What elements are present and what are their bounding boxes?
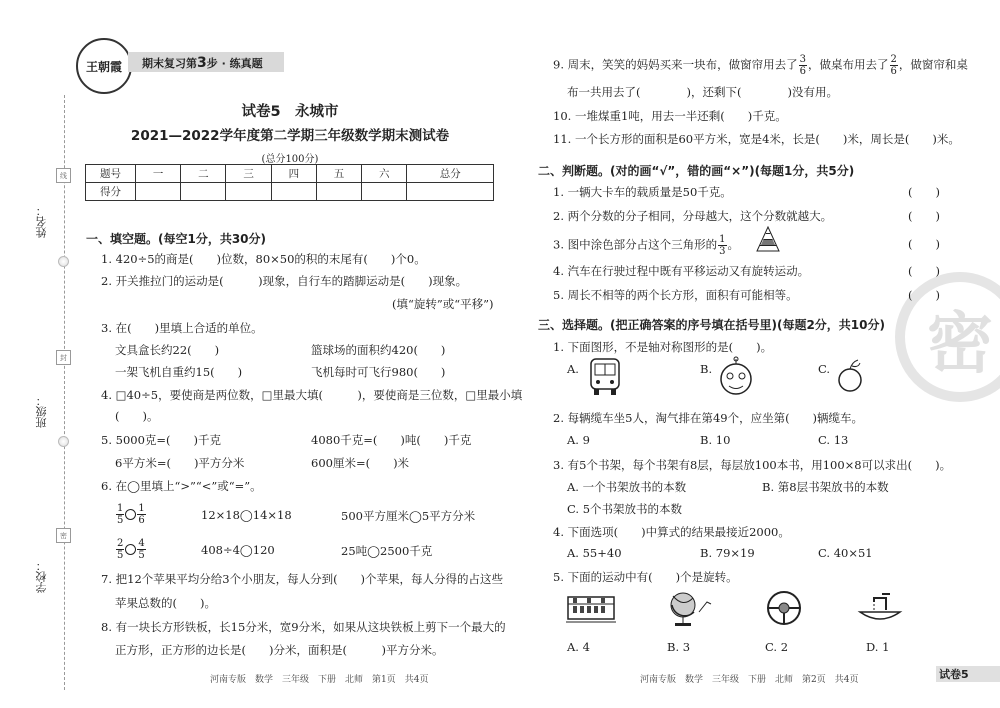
table-cell: 一 bbox=[136, 165, 181, 183]
abacus-icon bbox=[566, 592, 616, 626]
question-cont: 正方形，正方形的边长是( )分米，面积是( )平方分米。 bbox=[115, 643, 444, 657]
question: 5. 下面的运动中有( )个是旋转。 bbox=[553, 570, 738, 584]
robot-face-icon bbox=[716, 356, 756, 398]
question: 3. 在( )里填上合适的单位。 bbox=[101, 321, 263, 335]
triangle-figure bbox=[756, 226, 780, 252]
line-marker: 线 bbox=[56, 168, 71, 183]
fraction: $\frac{4}{5}$ bbox=[138, 538, 145, 561]
compare-item: 25吨◯2500千克 bbox=[341, 544, 433, 558]
question: 1. 下面图形，不是轴对称图形的是( )。 bbox=[553, 340, 773, 354]
question: 6. 在◯里填上“>”“<”或“=”。 bbox=[101, 479, 262, 493]
score-table bbox=[85, 164, 494, 201]
table-cell: 得分 bbox=[86, 183, 136, 201]
fraction: $\frac{3}{6}$ bbox=[799, 54, 807, 77]
option-a[interactable]: A. bbox=[567, 362, 579, 376]
secret-marker: 密 bbox=[56, 528, 71, 543]
compare-item bbox=[115, 538, 147, 561]
option-b[interactable]: B. 第8层书架放书的本数 bbox=[762, 480, 889, 494]
option-a[interactable]: A. 一个书架放书的本数 bbox=[567, 480, 687, 494]
fraction: $\frac{1}{6}$ bbox=[138, 503, 145, 526]
score-field[interactable] bbox=[226, 183, 271, 201]
footer-right: 河南专版 数学 三年级 下册 北师 第2页 共4页 bbox=[640, 675, 859, 685]
question: 10. 一堆煤重1吨，用去一半还剩( )千克。 bbox=[553, 109, 787, 123]
punch-hole bbox=[58, 256, 69, 267]
question-item: 篮球场的面积约420( ) bbox=[311, 343, 446, 357]
section-3-title: 三、选择题。(把正确答案的序号填在括号里)(每题2分，共10分) bbox=[538, 318, 885, 332]
option-b[interactable]: B. 10 bbox=[700, 433, 731, 447]
compare-item: 500平方厘米◯5平方分米 bbox=[341, 509, 476, 523]
punch-hole bbox=[58, 436, 69, 447]
question-item: 文具盒长约22( ) bbox=[115, 343, 220, 357]
fraction: $\frac{2}{6}$ bbox=[890, 54, 897, 77]
paper-tag: 试卷5 bbox=[936, 666, 1000, 682]
option-d[interactable]: D. 1 bbox=[866, 640, 890, 654]
table-cell: 总分 bbox=[407, 165, 494, 183]
option-b[interactable]: B. bbox=[700, 362, 713, 376]
answer-paren[interactable]: ( ) bbox=[908, 185, 940, 199]
brand-logo: 王朝霞 bbox=[76, 38, 132, 94]
fraction: $\frac{2}{5}$ bbox=[117, 538, 124, 561]
compare-item: 12×18◯14×18 bbox=[201, 508, 292, 522]
class-label: 班级： bbox=[35, 395, 48, 428]
question: 5. 周长不相等的两个长方形，面积有可能相等。 bbox=[553, 288, 798, 302]
name-label: 姓名： bbox=[35, 205, 48, 238]
table-cell: 五 bbox=[316, 165, 361, 183]
question: 2. 开关推拉门的运动是( )现象，自行车的踏脚运动是( )现象。 bbox=[101, 274, 468, 288]
apple-icon bbox=[836, 356, 866, 396]
seal-marker: 封 bbox=[56, 350, 71, 365]
answer-circle[interactable] bbox=[125, 509, 136, 520]
question-item: 5. 5000克=( )千克 bbox=[101, 433, 222, 447]
answer-paren[interactable]: ( ) bbox=[908, 209, 940, 223]
school-label: 学校： bbox=[35, 560, 48, 593]
fraction: $\frac{1}{3}$ bbox=[719, 234, 726, 257]
option-c[interactable]: C. 2 bbox=[765, 640, 789, 654]
answer-paren[interactable]: ( ) bbox=[908, 237, 940, 251]
table-cell: 题号 bbox=[86, 165, 136, 183]
question: 2. 每辆缆车坐5人，淘气排在第49个，应坐第( )辆缆车。 bbox=[553, 411, 864, 425]
compare-item: 408÷4◯120 bbox=[201, 543, 275, 557]
question: 4. 汽车在行驶过程中既有平移运动又有旋转运动。 bbox=[553, 264, 810, 278]
option-a[interactable]: A. 9 bbox=[567, 433, 590, 447]
option-c[interactable]: C. 13 bbox=[818, 433, 849, 447]
question: 7. 把12个苹果平均分给3个小朋友，每人分到( )个苹果，每人分得的占这些 bbox=[101, 572, 504, 586]
question: 3. 图中涂色部分占这个三角形的 $\frac{1}{3}$ 。 bbox=[553, 234, 740, 257]
question: 9. 周末，笑笑的妈妈买来一块布，做窗帘用去了 $\frac{3}{6}$ ，做桌布用去了 $\frac{2}{6}$ ，做窗帘和桌 bbox=[553, 54, 968, 77]
score-field[interactable] bbox=[136, 183, 181, 201]
option-b[interactable]: B. 3 bbox=[667, 640, 691, 654]
section-2-title: 二、判断题。(对的画“√”，错的画“×”)(每题1分，共5分) bbox=[538, 164, 855, 178]
table-cell: 六 bbox=[362, 165, 407, 183]
answer-paren[interactable]: ( ) bbox=[908, 288, 940, 302]
bus-icon bbox=[588, 357, 622, 397]
question-item: 6平方米=( )平方分米 bbox=[115, 456, 245, 470]
score-field[interactable] bbox=[316, 183, 361, 201]
steering-wheel-icon bbox=[762, 588, 806, 628]
question: 2. 两个分数的分子相同，分母越大，这个分数就越大。 bbox=[553, 209, 833, 223]
question: 4. 下面选项( )中算式的结果最接近2000。 bbox=[553, 525, 790, 539]
answer-paren[interactable]: ( ) bbox=[908, 264, 940, 278]
question-cont: 苹果总数的( )。 bbox=[115, 596, 216, 610]
paper-title: 试卷5 永城市 bbox=[241, 104, 339, 120]
score-field[interactable] bbox=[407, 183, 494, 201]
table-cell: 四 bbox=[271, 165, 316, 183]
question: 4. □40÷5，要使商是两位数，□里最大填( )，要使商是三位数，□里最小填 bbox=[101, 388, 523, 402]
option-a[interactable]: A. 55+40 bbox=[567, 546, 622, 560]
section-1-title: 一、填空题。(每空1分，共30分) bbox=[86, 232, 267, 246]
question-item: 4080千克=( )吨( )千克 bbox=[311, 433, 472, 447]
question-item: 飞机每时可飞行980( ) bbox=[311, 365, 446, 379]
option-c[interactable]: C. bbox=[818, 362, 831, 376]
total-score: (总分100分) bbox=[261, 154, 319, 165]
question: 8. 有一块长方形铁板，长15分米，宽9分米，如果从这块铁板上剪下一个最大的 bbox=[101, 620, 506, 634]
question-cont: 布一共用去了( )，还剩下( )没有用。 bbox=[567, 85, 838, 99]
question-item: 一架飞机自重约15( ) bbox=[115, 365, 243, 379]
table-cell: 二 bbox=[181, 165, 226, 183]
score-field[interactable] bbox=[362, 183, 407, 201]
paper-subtitle: 2021—2022学年度第二学期三年级数学期末测试卷 bbox=[130, 128, 450, 144]
question-note: (填“旋转”或“平移”) bbox=[392, 297, 494, 311]
binding-line bbox=[64, 95, 65, 690]
answer-circle[interactable] bbox=[125, 544, 136, 555]
footer-left: 河南专版 数学 三年级 下册 北师 第1页 共4页 bbox=[210, 675, 429, 685]
stage-banner: 期末复习第3步 · 练真题 bbox=[128, 52, 284, 72]
globe-icon bbox=[663, 588, 715, 628]
option-c[interactable]: C. 40×51 bbox=[818, 546, 873, 560]
confidential-stamp: 密 bbox=[895, 272, 1000, 402]
score-field[interactable] bbox=[181, 183, 226, 201]
compare-item bbox=[115, 503, 147, 526]
question: 3. 有5个书架，每个书架有8层，每层放100本书，用100×8可以求出( )。 bbox=[553, 458, 952, 472]
fraction: $\frac{1}{5}$ bbox=[117, 503, 124, 526]
option-b[interactable]: B. 79×19 bbox=[700, 546, 755, 560]
question: 11. 一个长方形的面积是60平方米，宽是4米，长是( )米，周长是( )米。 bbox=[553, 132, 960, 146]
table-cell: 三 bbox=[226, 165, 271, 183]
score-field[interactable] bbox=[271, 183, 316, 201]
option-c[interactable]: C. 5个书架放书的本数 bbox=[567, 502, 683, 516]
faucet-icon bbox=[856, 590, 904, 628]
question: 1. 420÷5的商是( )位数，80×50的积的末尾有( )个0。 bbox=[101, 252, 426, 266]
option-a[interactable]: A. 4 bbox=[567, 640, 590, 654]
question-item: 600厘米=( )米 bbox=[311, 456, 410, 470]
question-cont: ( )。 bbox=[115, 409, 159, 423]
question: 1. 一辆大卡车的载质量是50千克。 bbox=[553, 185, 732, 199]
